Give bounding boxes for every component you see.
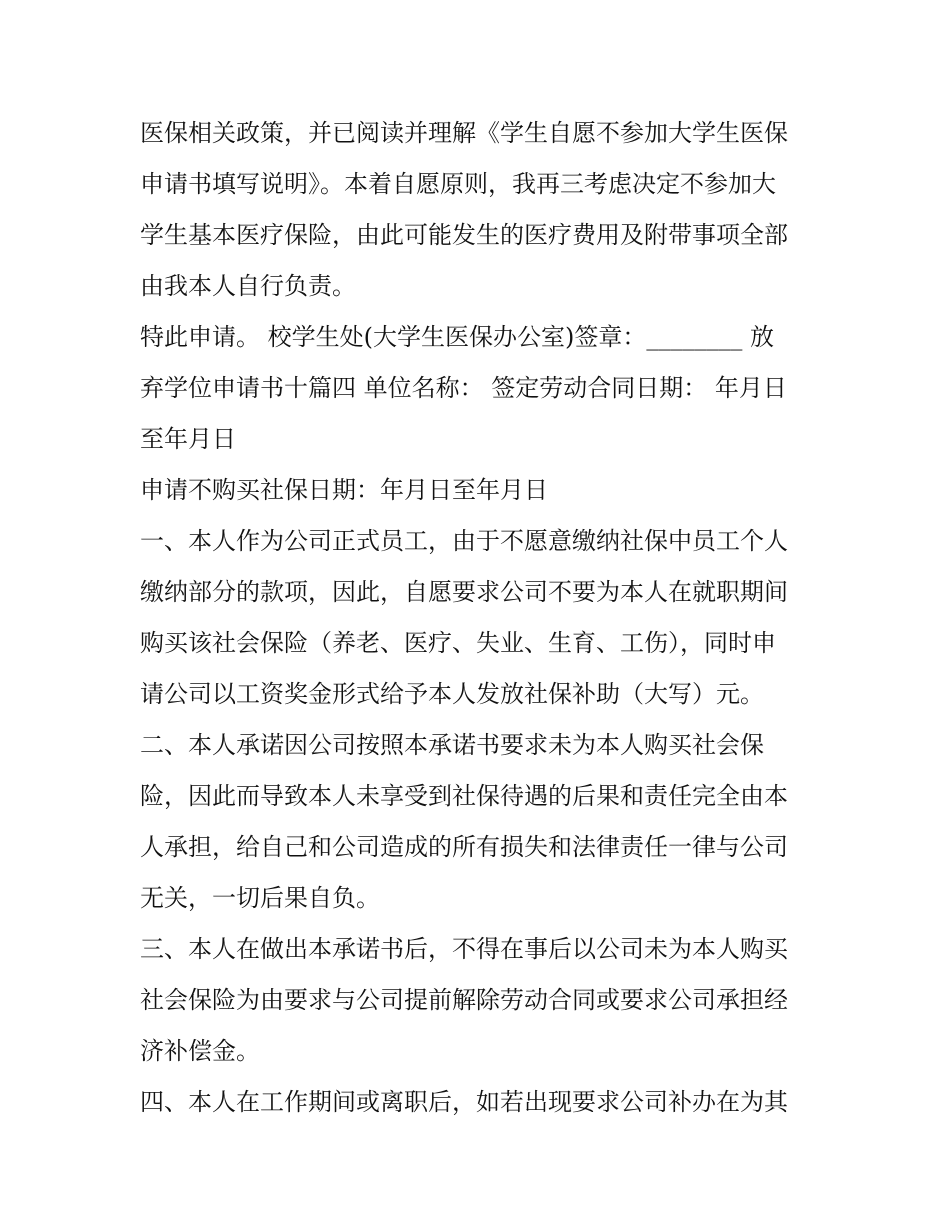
- text-line: 二、本人承诺因公司按照本承诺书要求未为本人购买社会保: [140, 731, 764, 759]
- text-line: 特此申请。 校学生处(大学生医保办公室)签章：________ 放: [140, 323, 774, 351]
- text-line: 学生基本医疗保险，由此可能发生的医疗费用及附带事项全部: [140, 221, 788, 249]
- text-line: 三、本人在做出本承诺书后，不得在事后以公司未为本人购买: [140, 935, 788, 963]
- text-line: 申请不购买社保日期：年月日至年月日: [140, 476, 548, 504]
- text-line: 医保相关政策，并已阅读并理解《学生自愿不参加大学生医保: [140, 119, 788, 147]
- text-line: 弃学位申请书十篇四 单位名称： 签定劳动合同日期： 年月日: [140, 374, 787, 402]
- body-text: [140, 108, 820, 1128]
- text-line: 险，因此而导致本人未享受到社保待遇的后果和责任完全由本: [140, 782, 788, 810]
- text-line: 社会保险为由要求与公司提前解除劳动合同或要求公司承担经: [140, 986, 788, 1014]
- text-line: 由我本人自行负责。: [140, 272, 356, 300]
- text-line: 申请书填写说明》。本着自愿原则，我再三考虑决定不参加大: [140, 170, 776, 198]
- text-line: 至年月日: [140, 425, 236, 453]
- text-line: 缴纳部分的款项，因此，自愿要求公司不要为本人在就职期间: [140, 578, 788, 606]
- text-line: 一、本人作为公司正式员工，由于不愿意缴纳社保中员工个人: [140, 527, 788, 555]
- text-line: 购买该社会保险（养老、医疗、失业、生育、工伤），同时申: [140, 629, 776, 657]
- text-line: 无关，一切后果自负。: [140, 884, 380, 912]
- text-line: 四、本人在工作期间或离职后，如若出现要求公司补办在为其: [140, 1088, 788, 1116]
- text-line: 人承担，给自己和公司造成的所有损失和法律责任一律与公司: [140, 833, 788, 861]
- text-line: 济补偿金。: [140, 1037, 260, 1065]
- text-line: 请公司以工资奖金形式给予本人发放社保补助（大写）元。: [140, 680, 764, 708]
